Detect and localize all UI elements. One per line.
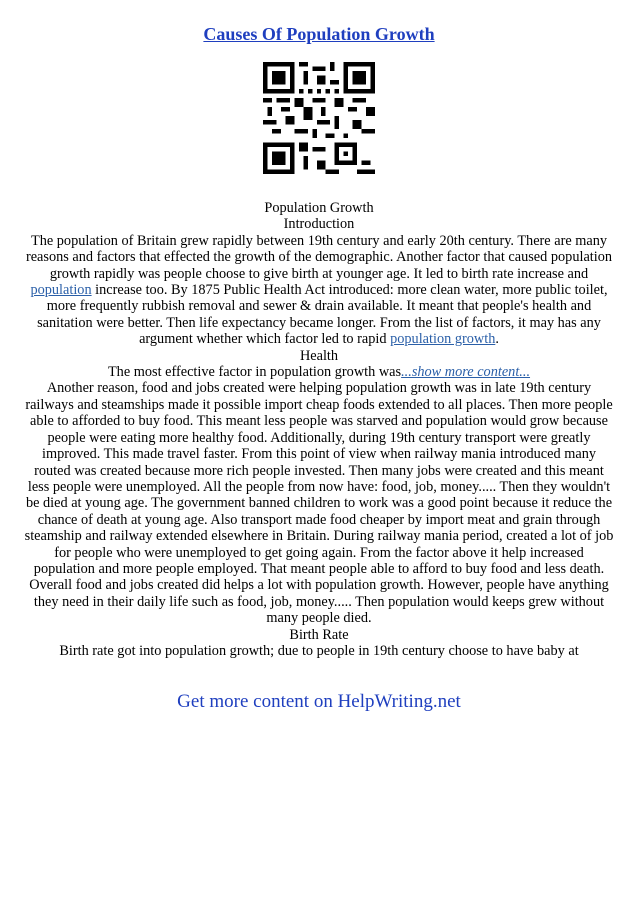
main-paragraph: Another reason, food and jobs created were helping population growth was in late 19th century railways and steamships made it possible import cheap foods extended to all places. Then more people able to afforded to buy food. This meant less people was starved and population would grow because people were eating more healthy food. Additionally, during 19th century transport were greatly improved. This made travel faster. From this point of view when railway mania introduced many routed was created because more rich people invested. Then many jobs were created and this meant less people were unemployed. All the people from now have: food, job, money..... Then they wouldn't be died at young age. The government banned children to work was a good point because it reduce the chance of death at young age. Also transport made food cheaper by import meat and grain through steamship and railway extended elsewhere in Britain. During railway mania period, created a lot of job for people who were unemployed to get going again. From the factor above it help increased population and more people employed. That meant people able to afford to buy food and less death. Overall food and jobs created did helps a lot with population growth. However, people have anything they need in their daily life such as food, job, money..... Then population would keeps grew without many people died.: [24, 380, 614, 627]
population-link[interactable]: population: [30, 282, 92, 299]
population-growth-link[interactable]: population growth: [390, 331, 496, 348]
heading-health: Health: [299, 347, 339, 364]
health-paragraph: The most effective factor in population growth was...show more content...: [107, 364, 531, 381]
title-link[interactable]: Causes Of Population Growth: [203, 24, 435, 44]
document-title: [0, 24, 638, 45]
heading-birth-rate: Birth Rate: [289, 626, 349, 643]
show-more-link[interactable]: ...show more content...: [401, 364, 531, 381]
footer-link[interactable]: Get more content on HelpWriting.net: [177, 691, 461, 712]
intro-paragraph: The population of Britain grew rapidly between 19th century and early 20th century. There are many reasons and factors that effected the growth of the demographic. Another factor that caused population growth rapidly was people choose to give birth at younger age. It led to birth rate increase and population increase too. By 1875 Public Health Act introduced: more clean water, more public toilet, more frequently rubbish removal and sewer & drain available. It meant that people's health and sanitation were better. Then life expectancy became longer. From the list of factors, it may has any argument whether which factor led to rapid population growth.: [25, 232, 613, 348]
birth-paragraph: Birth rate got into population growth; due to people in 19th century choose to have baby at: [59, 642, 579, 659]
qr-code: [263, 62, 375, 174]
heading-introduction: Introduction: [283, 216, 355, 233]
heading-population-growth: Population Growth: [264, 200, 374, 216]
footer: [0, 691, 638, 713]
document-body: [22, 200, 616, 659]
